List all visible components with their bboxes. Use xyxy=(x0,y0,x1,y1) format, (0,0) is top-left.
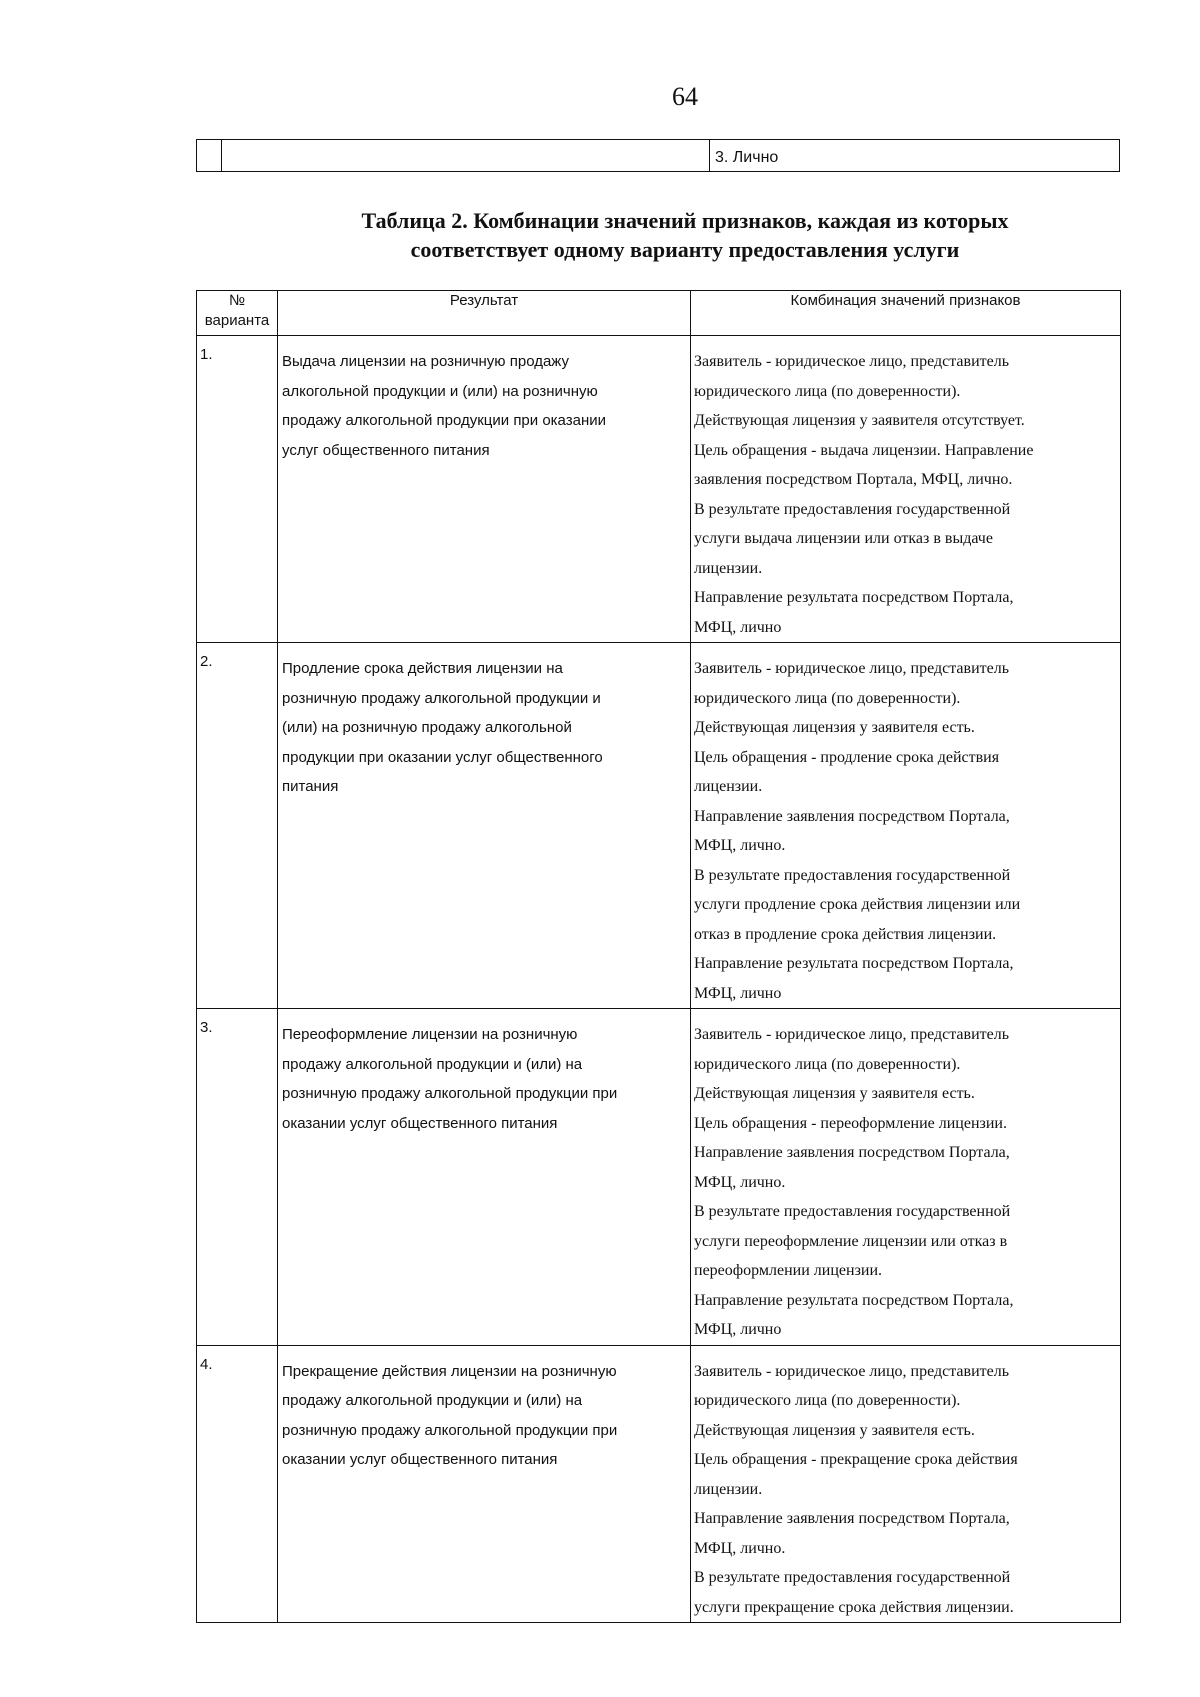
combination-line: юридического лица (по доверенности). xyxy=(694,1055,961,1073)
result-line: розничную продажу алкогольной продукции при xyxy=(282,1421,618,1439)
combination-line: МФЦ, лично. xyxy=(694,1539,786,1557)
combination-line: Действующая лицензия у заявителя отсутствует. xyxy=(694,412,1025,429)
combination-line: заявления посредством Портала, МФЦ, лично. xyxy=(694,471,1013,488)
table-row xyxy=(197,1345,1121,1623)
combination-line: переоформлении лицензии. xyxy=(694,1262,883,1279)
combination-line: Направление результата посредством Портала, xyxy=(694,1291,1014,1309)
result-line: продажу алкогольной продукции и (или) на xyxy=(282,1055,583,1073)
combination-line: Заявитель - юридическое лицо, представитель xyxy=(694,1362,1010,1380)
result-line: розничную продажу алкогольной продукции и xyxy=(282,689,601,707)
combination-line: услуги выдача лицензии или отказ в выдаче xyxy=(694,530,993,547)
result-line: Продление срока действия лицензии на xyxy=(282,660,563,677)
result-cell xyxy=(278,336,691,643)
combination-line: лицензии. xyxy=(694,778,763,795)
result-line: Переоформление лицензии на розничную xyxy=(282,1026,578,1043)
combination-line: услуги прекращение срока действия лицензии. xyxy=(694,1598,1014,1616)
result-line: Выдача лицензии на розничную продажу xyxy=(282,353,569,370)
result-line: услуг общественного питания xyxy=(282,441,490,459)
combination-cell xyxy=(691,336,1121,643)
table-row xyxy=(197,1009,1121,1346)
result-line: продажу алкогольной продукции и (или) на xyxy=(282,1392,583,1409)
result-line: питания xyxy=(282,778,339,795)
combination-line: МФЦ, лично. xyxy=(694,1173,786,1191)
combination-line: юридического лица (по доверенности). xyxy=(694,1392,961,1409)
result-line: алкогольной продукции и (или) на розничную xyxy=(282,382,598,400)
combination-line: Цель обращения - прекращение срока действия xyxy=(694,1451,1018,1468)
result-cell xyxy=(278,1345,691,1623)
prev-table-cell-2 xyxy=(221,140,710,171)
combination-line: Действующая лицензия у заявителя есть. xyxy=(694,1421,975,1439)
combination-line: Цель обращения - переоформление лицензии. xyxy=(694,1114,1007,1132)
table-header-row xyxy=(197,291,1121,336)
combination-line: Цель обращения - продление срока действия xyxy=(694,748,1000,766)
combination-line: Заявитель - юридическое лицо, представитель xyxy=(694,1026,1010,1043)
table-row xyxy=(197,336,1121,643)
result-line: продукции при оказании услуг общественного xyxy=(282,748,603,766)
combination-line: юридического лица (по доверенности). xyxy=(694,689,961,707)
combination-line: Цель обращения - выдача лицензии. Направление xyxy=(694,441,1034,459)
variant-number: 2. xyxy=(197,643,278,1009)
combinations-table xyxy=(196,290,1121,1623)
previous-table-fragment xyxy=(196,139,1120,172)
result-line: (или) на розничную продажу алкогольной xyxy=(282,719,572,736)
header-combination: Комбинация значений признаков xyxy=(691,291,1121,336)
result-cell xyxy=(278,1009,691,1346)
header-number: № варианта xyxy=(197,291,278,336)
header-result: Результат xyxy=(278,291,691,336)
combination-line: МФЦ, лично xyxy=(694,1321,782,1338)
table-title-line: соответствует одному варианту предоставления услуги xyxy=(410,237,960,262)
combination-line: Действующая лицензия у заявителя есть. xyxy=(694,1085,975,1102)
combination-line: Заявитель - юридическое лицо, представитель xyxy=(694,660,1010,677)
variant-number: 3. xyxy=(197,1009,278,1346)
combination-line: В результате предоставления государственной xyxy=(694,1569,1011,1586)
table-row xyxy=(197,643,1121,1009)
variant-number: 4. xyxy=(197,1345,278,1623)
combination-line: Направление заявления посредством Портала, xyxy=(694,807,1010,825)
combination-line: Направление заявления посредством Портала, xyxy=(694,1144,1010,1161)
combination-line: МФЦ, лично xyxy=(694,618,782,636)
page-number: 64 xyxy=(672,82,698,111)
combination-line: услуги продление срока действия лицензии или xyxy=(694,896,1021,913)
table-title xyxy=(300,206,1070,264)
combination-line: юридического лица (по доверенности). xyxy=(694,382,961,400)
combination-line: лицензии. xyxy=(694,1480,763,1498)
combination-line: Заявитель - юридическое лицо, представитель xyxy=(694,353,1010,370)
combination-cell xyxy=(691,1345,1121,1623)
combination-line: Направление результата посредством Портала, xyxy=(694,589,1014,606)
result-cell xyxy=(278,643,691,1009)
result-line: продажу алкогольной продукции при оказании xyxy=(282,412,606,429)
combination-line: Направление заявления посредством Портала, xyxy=(694,1510,1010,1527)
prev-table-text: 3. Лично xyxy=(715,149,779,166)
combination-line: Действующая лицензия у заявителя есть. xyxy=(694,719,975,736)
combination-line: В результате предоставления государственной xyxy=(694,866,1011,884)
combination-line: Направление результата посредством Портала, xyxy=(694,955,1014,972)
combination-line: услуги переоформление лицензии или отказ в xyxy=(694,1232,1008,1250)
combination-line: лицензии. xyxy=(694,559,763,577)
combination-line: В результате предоставления государственной xyxy=(694,1203,1011,1220)
combination-cell xyxy=(691,643,1121,1009)
prev-table-cell-1 xyxy=(197,140,222,171)
table-title-line: Таблица 2. Комбинации значений признаков, каждая из которых xyxy=(361,208,1009,233)
combination-line: МФЦ, лично. xyxy=(694,837,786,854)
result-line: Прекращение действия лицензии на розничную xyxy=(282,1362,617,1380)
result-line: оказании услуг общественного питания xyxy=(282,1114,558,1132)
combination-line: отказ в продление срока действия лицензии. xyxy=(694,925,997,943)
combination-cell xyxy=(691,1009,1121,1346)
combination-line: В результате предоставления государственной xyxy=(694,500,1011,518)
result-line: розничную продажу алкогольной продукции при xyxy=(282,1085,618,1102)
variant-number: 1. xyxy=(197,336,278,643)
result-line: оказании услуг общественного питания xyxy=(282,1451,558,1468)
combination-line: МФЦ, лично xyxy=(694,984,782,1002)
